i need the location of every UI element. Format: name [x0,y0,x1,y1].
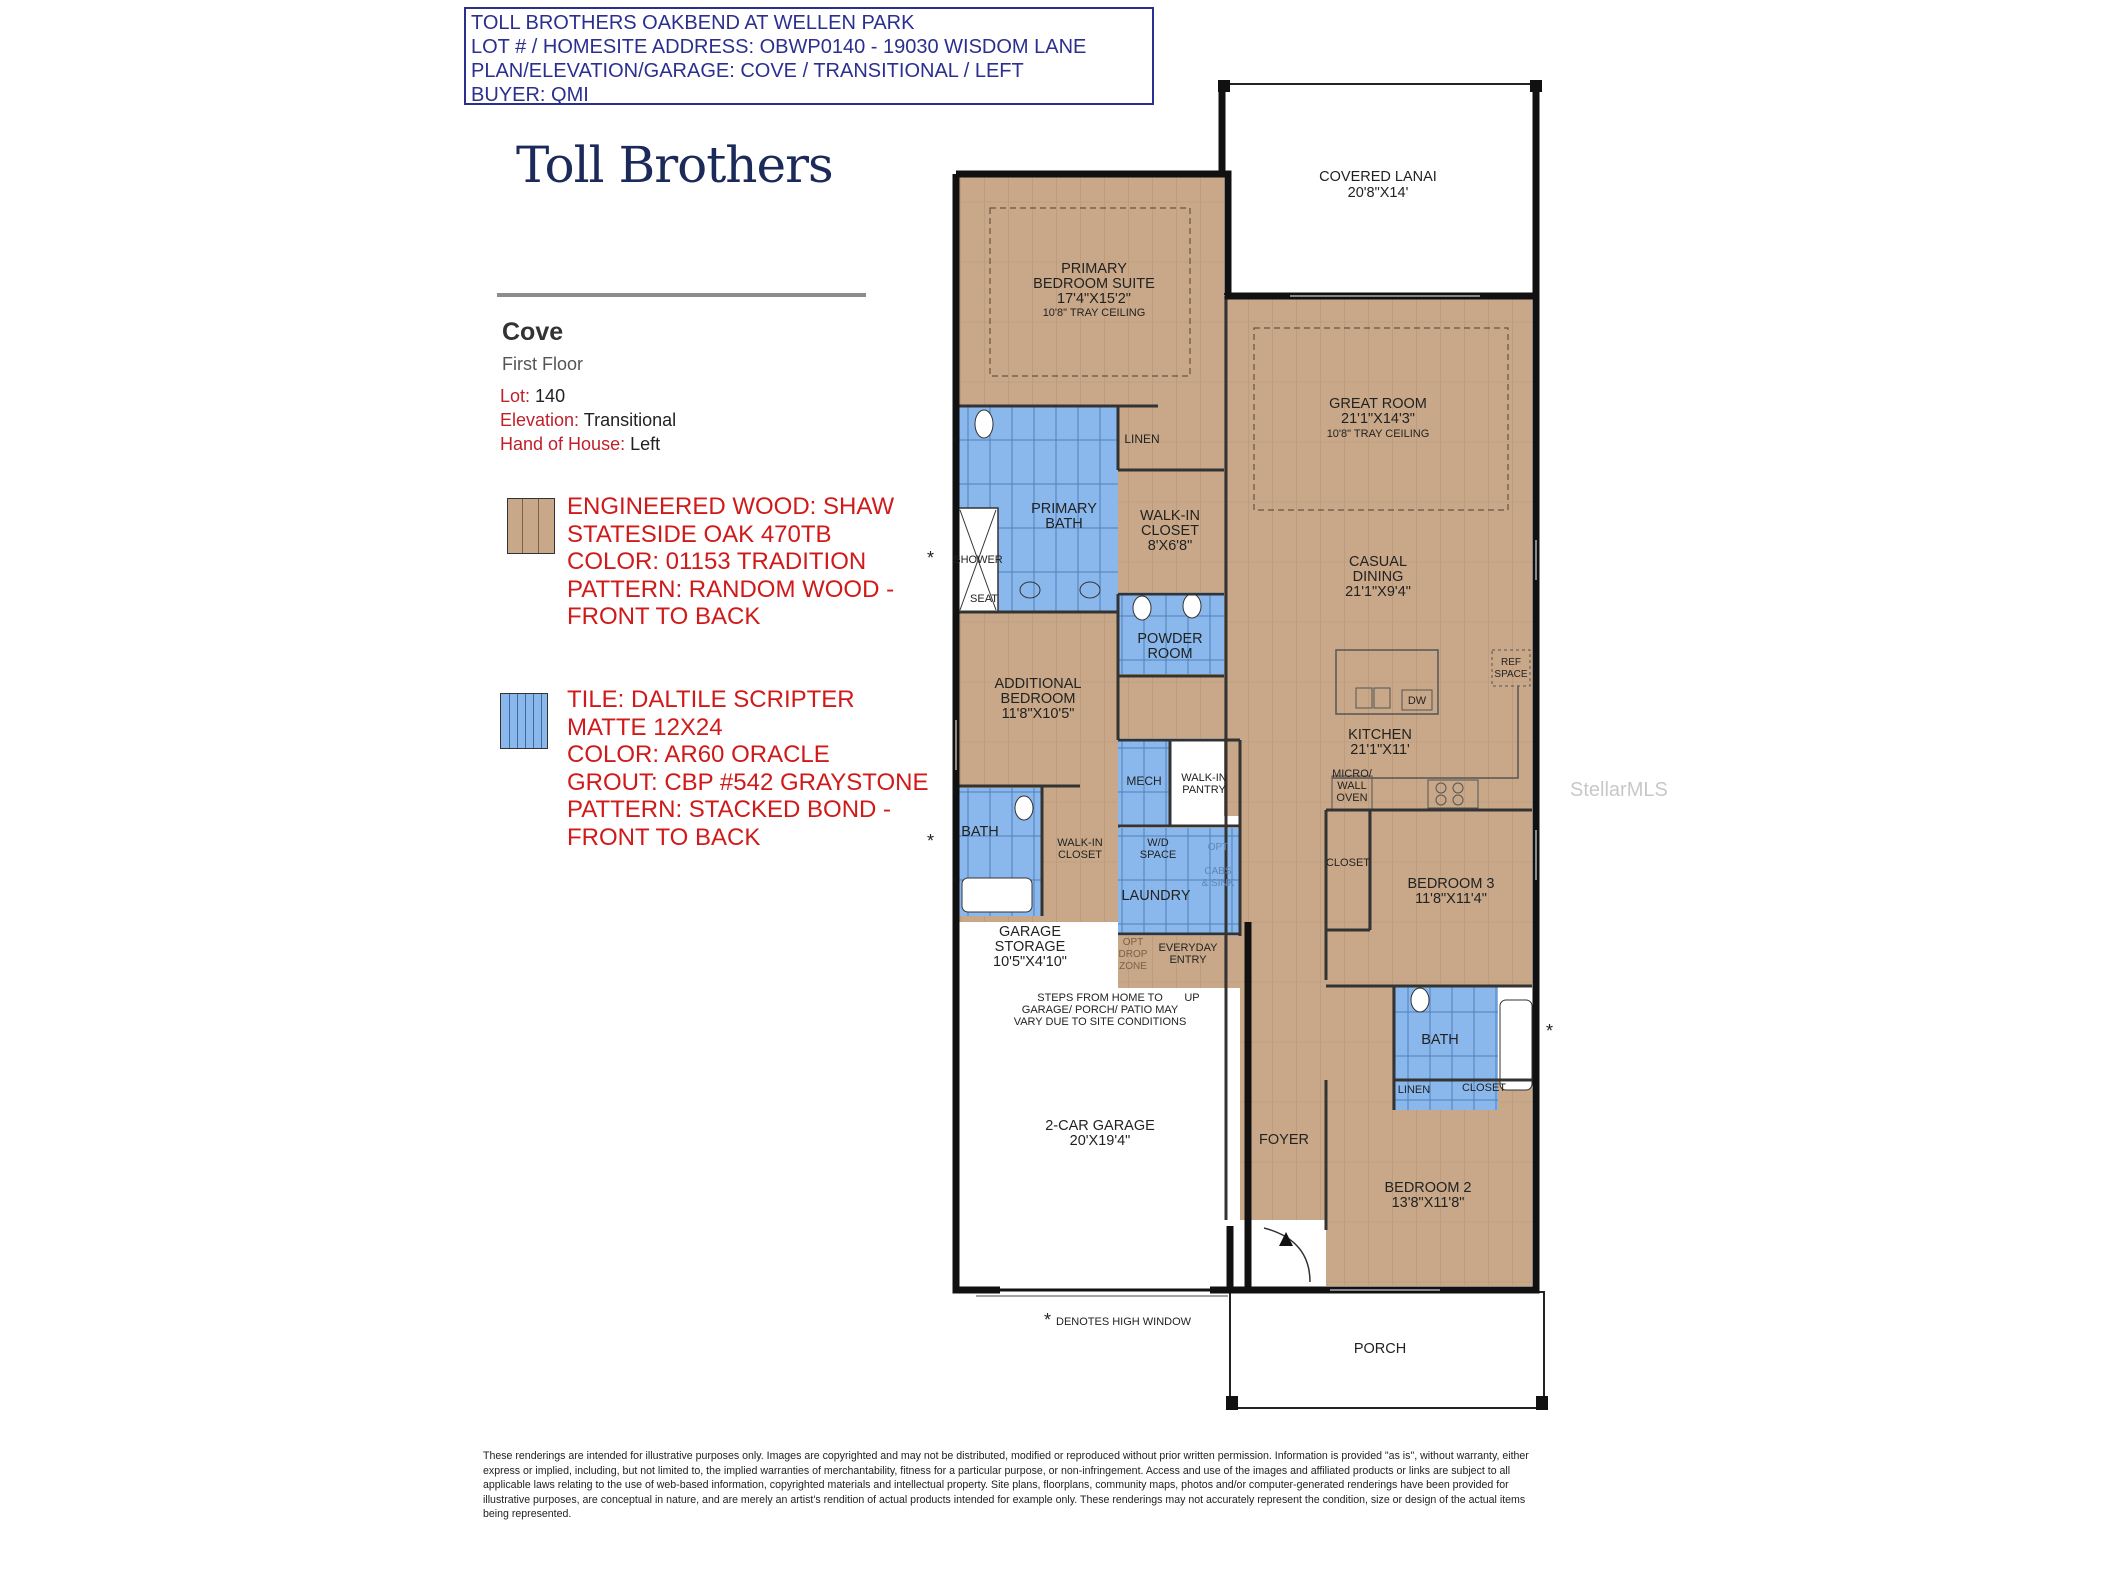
lot-address-line: LOT # / HOMESITE ADDRESS: OBWP0140 - 19030 WISDOM LANE [471,36,1087,58]
tile-spec-line: COLOR: AR60 ORACLE [567,741,830,768]
buyer-line: BUYER: QMI [471,84,589,106]
floor-label: First Floor [502,354,583,374]
opt-cabs-label-3: & SINK [1201,878,1235,889]
bath-right-label: BATH [1421,1032,1459,1048]
primary-bedroom-label-1: PRIMARY [1061,261,1127,277]
legend-asterisk: * [1044,1310,1052,1330]
bedroom2-size: 13'8"X11'8" [1391,1195,1465,1211]
linen2-label: LINEN [1397,1084,1431,1096]
laundry-label: LAUNDRY [1121,888,1191,904]
closet-b3-label: CLOSET [1325,857,1371,869]
hand-value: Left [630,434,661,454]
bedroom2-label: BEDROOM 2 [1384,1180,1472,1196]
micro-label-3: OVEN [1336,792,1368,804]
garage-storage-size: 10'5"X4'10" [993,954,1067,970]
community-line: TOLL BROTHERS OAKBEND AT WELLEN PARK [471,12,915,34]
closet-b2-label: CLOSET [1461,1082,1507,1094]
primary-bedroom-label-2: BEDROOM SUITE [1033,276,1155,292]
garage-storage-label-1: GARAGE [998,924,1062,940]
wood-spec-line: ENGINEERED WOOD: SHAW [567,493,895,520]
ref-space-label-1: REF [1501,657,1521,668]
casual-dining-label-1: CASUAL [1348,554,1408,570]
bedroom3-label: BEDROOM 3 [1407,876,1495,892]
additional-bedroom-size: 11'8"X10'5" [1001,706,1075,722]
elevation-label: Elevation: [500,410,580,430]
primary-bedroom-size: 17'4"X15'2" [1057,291,1131,307]
porch-label: PORCH [1353,1341,1407,1357]
walkin-pantry-label-1: WALK-IN [1181,772,1227,784]
hand-label: Hand of House: [500,434,626,454]
tile-spec-line: GROUT: CBP #542 GRAYSTONE [567,768,929,796]
lot-label: Lot: [500,386,531,406]
up-label: UP [1184,992,1200,1004]
walkin-closet2-label-1: WALK-IN [1057,837,1103,849]
bath-left-label: BATH [961,824,999,840]
primary-bedroom-ceiling: 10'8" TRAY CEILING [1042,307,1146,319]
drop-zone-label-2: DROP [1118,949,1148,960]
steps-note-1: STEPS FROM HOME TO [1037,992,1163,1004]
elevation-value: Transitional [583,410,677,430]
garage-storage-label-2: STORAGE [994,939,1066,955]
disclaimer: These renderings are intended for illustrative purposes only. Images are copyrighted and may not be distributed, modified or reproduced without prior written permission. Information is provided "as is", without warranty, either express or implied, including, but not limited to, the implied warranties of merchantability, fitness for a particular purpose, or non-infringement. Access and use of the images and affiliated products or links are subject to all applicable laws relating to the use of web-based information, copyrighted materials and intellectual property. Site plans, floorplans, community maps, photos and/or computer-generated renderings have been provided for illustrative purposes, are conceptual in nature, and are merely an artist's rendition of actual products intended for example only. These renderings may not accurately represent the condition, size or design of the actual items being represented. [483,1450,1529,1520]
micro-label-2: WALL [1337,780,1367,792]
drop-zone-label-3: ZONE [1119,961,1147,972]
walkin-closet-size: 8'X6'8" [1147,538,1193,554]
wd-space-label-2: SPACE [1139,849,1177,861]
shower-label: SHOWER [953,554,1003,566]
walkin-closet-label-2: CLOSET [1140,523,1200,539]
walkin-closet-label-1: WALK-IN [1140,508,1200,524]
primary-bath-label-1: PRIMARY [1031,501,1097,517]
seat-label: SEAT [970,593,998,605]
plan-elevation-line: PLAN/ELEVATION/GARAGE: COVE / TRANSITIONAL / LEFT [471,60,1024,82]
casual-dining-label-2: DINING [1352,569,1404,585]
great-room-size: 21'1"X14'3" [1341,411,1415,427]
steps-note-3: VARY DUE TO SITE CONDITIONS [1013,1016,1187,1028]
high-window-asterisk: * [1546,1021,1554,1041]
great-room-ceiling: 10'8" TRAY CEILING [1326,428,1430,440]
wd-space-label-1: W/D [1147,837,1169,849]
great-room-label: GREAT ROOM [1329,396,1427,412]
mls-watermark: StellarMLS [1570,779,1668,801]
foyer-label: FOYER [1259,1132,1309,1148]
kitchen-label: KITCHEN [1348,727,1412,743]
drop-zone-label-1: OPT [1122,937,1144,948]
opt-cabs-label-2: CABS [1204,866,1232,877]
lot-value: 140 [535,386,566,406]
wood-spec-line: STATESIDE OAK 470TB [567,520,832,548]
dw-label: DW [1407,695,1427,707]
plan-name: Cove [502,318,564,346]
garage-size: 20'X19'4" [1069,1133,1131,1149]
wood-spec-line: PATTERN: RANDOM WOOD - [567,575,895,603]
toll-brothers-logo: Toll Brothers [516,136,833,194]
everyday-entry-label-2: ENTRY [1169,954,1207,966]
legend-high-window: DENOTES HIGH WINDOW [1056,1316,1192,1328]
wood-spec-line: COLOR: 01153 TRADITION [567,548,867,575]
tile-spec-line: FRONT TO BACK [567,823,761,851]
micro-label-1: MICRO/ [1332,768,1372,780]
opt-cabs-label-1: OPT [1207,842,1229,853]
tile-spec-line: PATTERN: STACKED BOND - [567,796,892,823]
bedroom3-size: 11'8"X11'4" [1415,891,1487,907]
everyday-entry-label-1: EVERYDAY [1158,942,1218,954]
casual-dining-size: 21'1"X9'4" [1345,584,1411,600]
tile-spec-line: TILE: DALTILE SCRIPTER [567,686,855,713]
high-window-asterisk: * [927,831,935,851]
additional-bedroom-label-1: ADDITIONAL [994,676,1082,692]
garage-label: 2-CAR GARAGE [1045,1118,1155,1134]
tile-spec-line: MATTE 12X24 [567,713,723,741]
kitchen-size: 21'1"X11' [1350,742,1410,758]
walkin-pantry-label-2: PANTRY [1182,784,1226,796]
powder-room-label-1: POWDER [1137,631,1203,647]
additional-bedroom-label-2: BEDROOM [1000,691,1076,707]
linen-label: LINEN [1124,432,1160,446]
steps-note-2: GARAGE/ PORCH/ PATIO MAY [1021,1004,1179,1016]
wood-spec-line: FRONT TO BACK [567,603,761,630]
covered-lanai-label: COVERED LANAI [1319,169,1437,185]
primary-bath-label-2: BATH [1045,516,1083,532]
ref-space-label-2: SPACE [1494,669,1528,680]
walkin-closet2-label-2: CLOSET [1057,849,1103,861]
mech-label: MECH [1126,774,1162,788]
high-window-asterisk: * [927,548,935,568]
covered-lanai-size: 20'8"X14' [1347,185,1409,201]
powder-room-label-2: ROOM [1147,646,1193,662]
